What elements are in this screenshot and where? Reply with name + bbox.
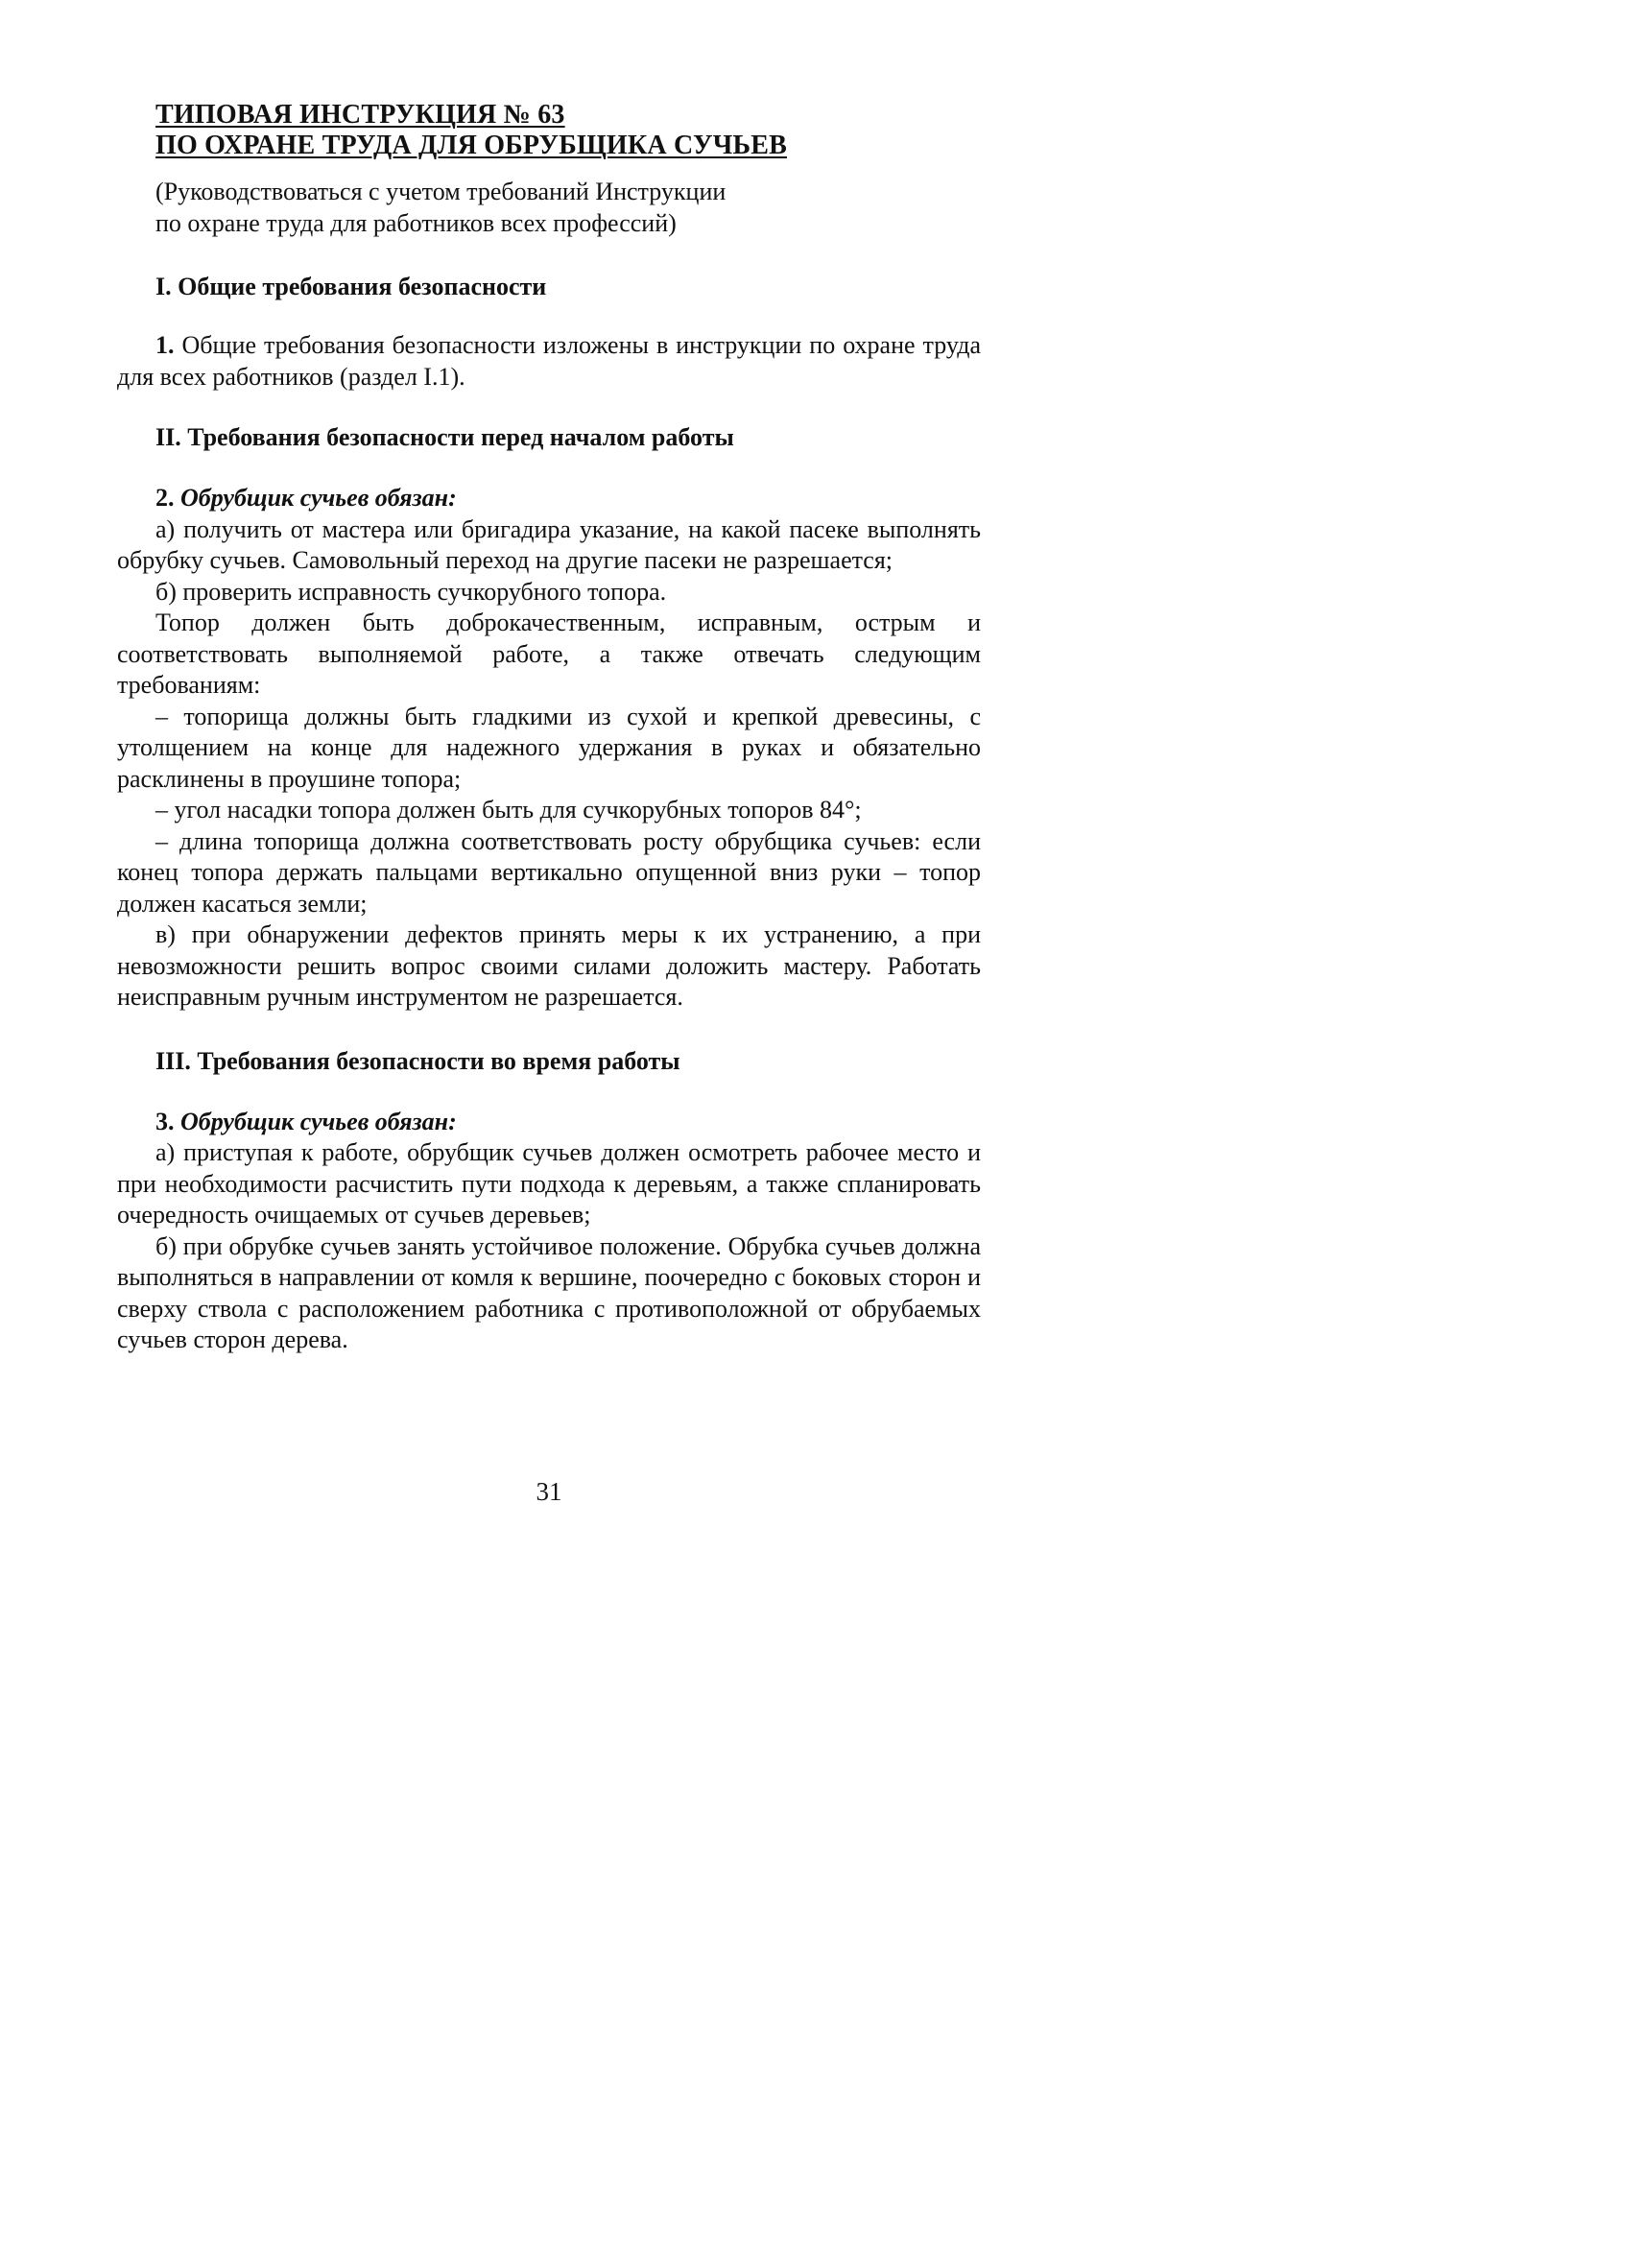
item-3-b: б) при обрубке сучьев занять устойчивое положение. Обрубка сучьев должна выполняться в направлении от комля к вершине, поочередно с боковых сторон и сверху ствола с расположением работника с противоположной от обрубаемых сучьев сторон дерева. (117, 1231, 981, 1353)
note-line-2: по охране труда для работников всех профессий) (155, 209, 677, 237)
axe-requirement-length: – длина топорища должна соответствовать росту обрубщика сучьев: если конец топора держать пальцами вертикально опущенной вниз руки – топор должен касаться земли; (117, 826, 981, 918)
axe-requirement-angle: – угол насадки топора должен быть для сучкорубных топоров 84°; (155, 796, 862, 824)
item-3-a: а) приступая к работе, обрубщик сучьев должен осмотреть рабочее место и при необходимости расчистить пути подхода к деревьям, а также спланировать очередность очищаемых от сучьев деревьев; (117, 1138, 981, 1229)
paragraph-1-text: Общие требования безопасности изложены в инструкции по охране труда для всех работников (раздел I.1). (117, 331, 982, 391)
guidance-note (155, 176, 981, 239)
section-1-paragraph (117, 330, 981, 393)
item-3-title: Обрубщик сучьев обязан: (180, 1107, 457, 1135)
item-2-number: 2. (155, 484, 175, 512)
section-2-heading: II. Требования безопасности перед началом работы (155, 423, 734, 451)
item-2-v: в) при обнаружении дефектов принять меры к их устранению, а при невозможности решить вопрос своими силами доложить мастеру. Работать неисправным ручным инструментом не разрешается. (117, 920, 981, 1011)
item-2-b: б) проверить исправность сучкорубного топора. (155, 577, 667, 606)
axe-requirements: Топор должен быть доброкачественным, исправным, острым и соответствовать выполняемой работе, а также отвечать следующим требованиям: (117, 609, 981, 699)
axe-requirement-handle: – топорища должны быть гладкими из сухой и крепкой древесины, с утолщением на конце для надежного удержания в руках и обязательно расклинены в проушине топора; (117, 702, 981, 793)
paragraph-1-number: 1. (155, 331, 175, 359)
page-number: 31 (536, 1477, 562, 1506)
title-line-1: ТИПОВАЯ ИНСТРУКЦИЯ № 63 (155, 100, 565, 130)
item-2-title: Обрубщик сучьев обязан: (180, 484, 457, 512)
section-1-heading: I. Общие требования безопасности (155, 273, 547, 300)
item-3-heading (155, 1107, 981, 1138)
document-page (117, 100, 981, 1520)
section-3-heading: III. Требования безопасности во время работы (155, 1046, 680, 1075)
title-line-2: ПО ОХРАНЕ ТРУДА ДЛЯ ОБРУБЩИКА СУЧЬЕВ (155, 131, 788, 160)
item-3-number: 3. (155, 1107, 175, 1135)
item-2-a: а) получить от мастера или бригадира указание, на какой пасеке выполнять обрубку сучьев. Самовольный переход на другие пасеки не разрешается; (117, 514, 981, 574)
document-title (155, 100, 981, 161)
item-2-heading (155, 483, 981, 514)
note-line-1: (Руководствоваться с учетом требований Инструкции (155, 178, 727, 205)
